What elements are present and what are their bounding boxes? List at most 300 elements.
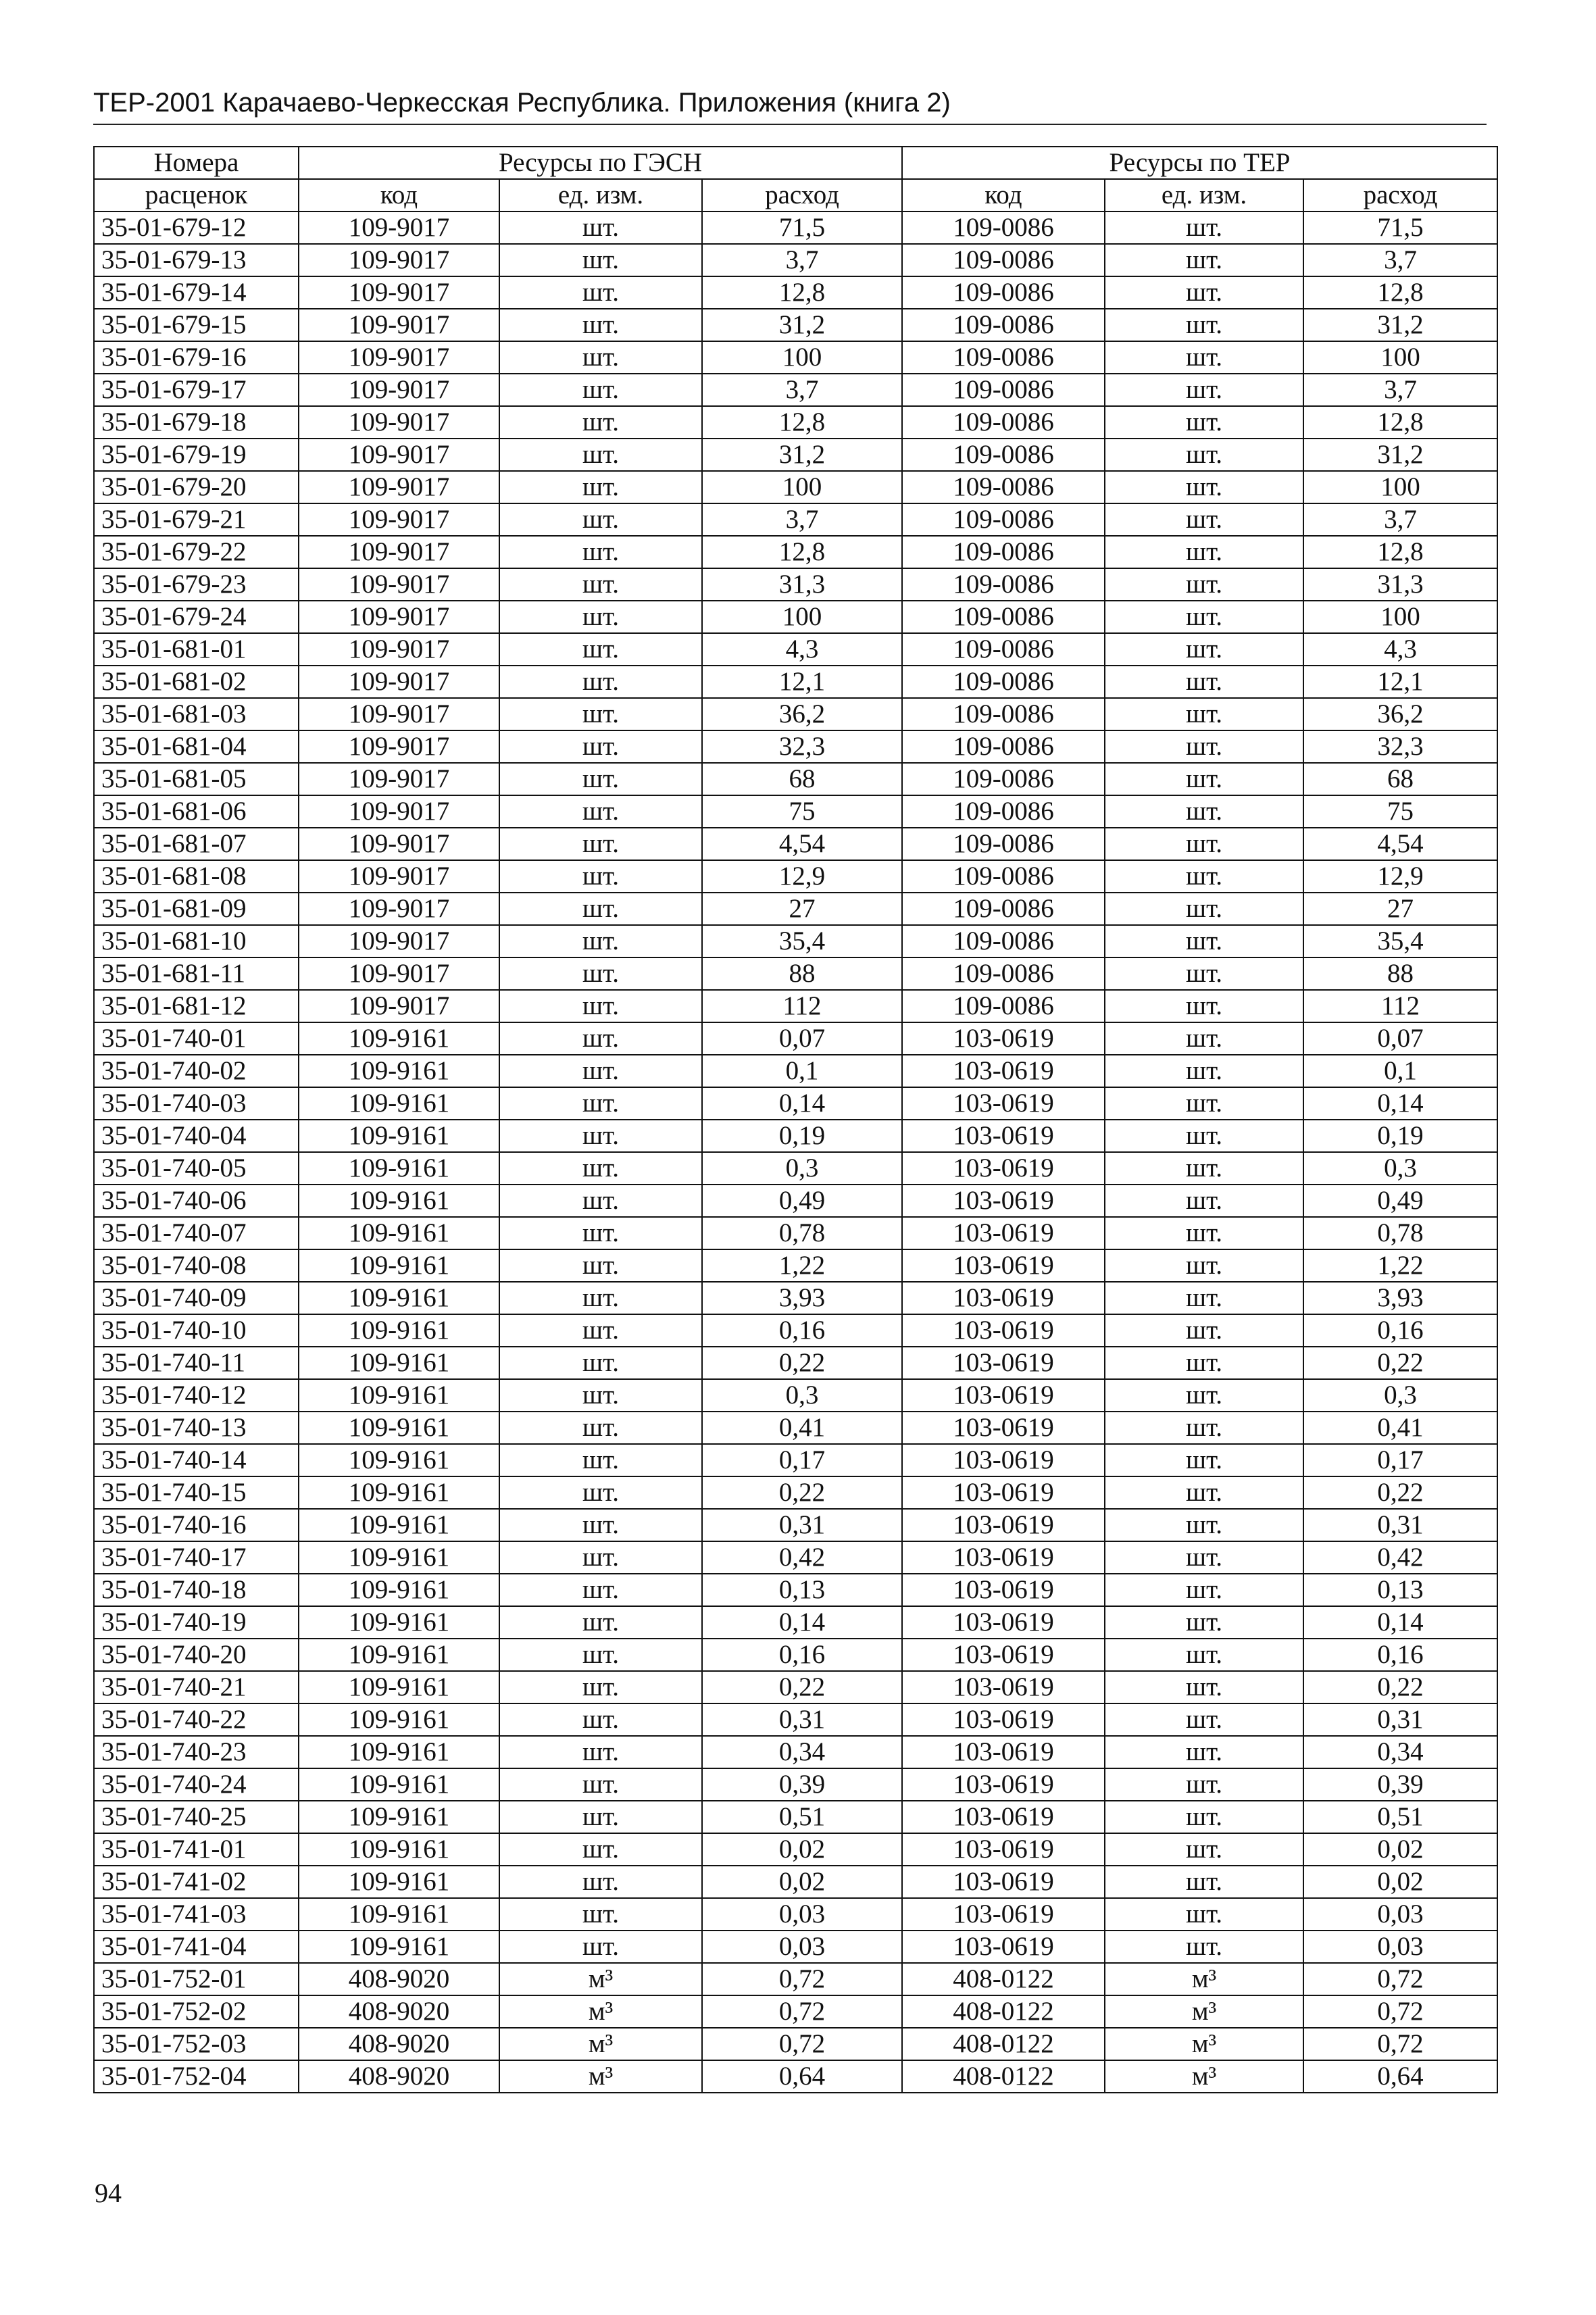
table-row (94, 1249, 1497, 1282)
ter-unit-cell: шт. (1105, 244, 1303, 276)
gesn-unit-cell: шт. (499, 1898, 702, 1931)
table-row (94, 1606, 1497, 1639)
table-row (94, 1963, 1497, 1995)
gesn-qty-cell: 35,4 (702, 925, 902, 957)
gesn-code-cell: 109-9017 (299, 957, 499, 990)
ter-code-cell: 109-0086 (902, 406, 1105, 439)
ter-code-cell: 109-0086 (902, 439, 1105, 471)
ter-unit-cell: шт. (1105, 1801, 1303, 1833)
gesn-unit-cell: шт. (499, 406, 702, 439)
rate-number-cell: 35-01-740-21 (94, 1671, 299, 1703)
ter-code-cell: 103-0619 (902, 1412, 1105, 1444)
gesn-unit-cell: шт. (499, 341, 702, 374)
ter-qty-cell: 100 (1303, 601, 1497, 633)
gesn-unit-cell: шт. (499, 633, 702, 666)
ter-unit-cell: м³ (1105, 1995, 1303, 2028)
ter-unit-cell: м³ (1105, 2060, 1303, 2093)
gesn-code-cell: 109-9161 (299, 1249, 499, 1282)
rate-number-cell: 35-01-679-12 (94, 211, 299, 244)
ter-code-cell: 103-0619 (902, 1217, 1105, 1249)
table-row (94, 1639, 1497, 1671)
gesn-qty-cell: 75 (702, 795, 902, 828)
gesn-code-cell: 109-9161 (299, 1639, 499, 1671)
ter-code-cell: 408-0122 (902, 1995, 1105, 2028)
gesn-code-cell: 109-9017 (299, 439, 499, 471)
rate-number-cell: 35-01-740-15 (94, 1476, 299, 1509)
gesn-unit-cell: шт. (499, 568, 702, 601)
ter-unit-cell: шт. (1105, 860, 1303, 893)
gesn-qty-cell: 36,2 (702, 698, 902, 730)
table-row (94, 1152, 1497, 1185)
ter-code-cell: 103-0619 (902, 1768, 1105, 1801)
gesn-qty-cell: 0,3 (702, 1379, 902, 1412)
gesn-qty-cell: 12,1 (702, 666, 902, 698)
rate-number-cell: 35-01-679-21 (94, 503, 299, 536)
gesn-code-cell: 109-9161 (299, 1801, 499, 1833)
ter-code-cell: 109-0086 (902, 503, 1105, 536)
gesn-unit-cell: шт. (499, 1671, 702, 1703)
table-row (94, 828, 1497, 860)
ter-code-cell: 109-0086 (902, 244, 1105, 276)
ter-qty-cell: 0,72 (1303, 2028, 1497, 2060)
ter-code-cell: 103-0619 (902, 1379, 1105, 1412)
ter-unit-cell: шт. (1105, 276, 1303, 309)
gesn-code-cell: 109-9161 (299, 1379, 499, 1412)
gesn-unit-cell: м³ (499, 2060, 702, 2093)
gesn-unit-cell: шт. (499, 471, 702, 503)
rate-number-cell: 35-01-740-19 (94, 1606, 299, 1639)
ter-code-cell: 109-0086 (902, 471, 1105, 503)
ter-code-cell: 103-0619 (902, 1476, 1105, 1509)
ter-code-cell: 109-0086 (902, 828, 1105, 860)
ter-qty-cell: 3,93 (1303, 1282, 1497, 1314)
ter-qty-cell: 0,34 (1303, 1736, 1497, 1768)
rate-number-cell: 35-01-679-18 (94, 406, 299, 439)
rate-number-cell: 35-01-740-03 (94, 1087, 299, 1120)
ter-unit-cell: шт. (1105, 763, 1303, 795)
table-row (94, 795, 1497, 828)
rate-number-cell: 35-01-740-23 (94, 1736, 299, 1768)
table-row (94, 1866, 1497, 1898)
gesn-unit-cell: шт. (499, 860, 702, 893)
rate-number-cell: 35-01-740-17 (94, 1541, 299, 1574)
col-header-ter-code: код (902, 179, 1105, 211)
table-row (94, 503, 1497, 536)
ter-code-cell: 103-0619 (902, 1541, 1105, 1574)
gesn-code-cell: 109-9161 (299, 1833, 499, 1866)
rate-number-cell: 35-01-752-03 (94, 2028, 299, 2060)
gesn-qty-cell: 112 (702, 990, 902, 1022)
table-row (94, 1801, 1497, 1833)
table-row (94, 1217, 1497, 1249)
ter-unit-cell: шт. (1105, 1671, 1303, 1703)
gesn-unit-cell: шт. (499, 503, 702, 536)
gesn-unit-cell: шт. (499, 601, 702, 633)
ter-qty-cell: 0,22 (1303, 1671, 1497, 1703)
ter-qty-cell: 4,54 (1303, 828, 1497, 860)
ter-unit-cell: шт. (1105, 1574, 1303, 1606)
ter-qty-cell: 3,7 (1303, 374, 1497, 406)
gesn-code-cell: 109-9017 (299, 828, 499, 860)
gesn-code-cell: 109-9017 (299, 471, 499, 503)
ter-code-cell: 103-0619 (902, 1606, 1105, 1639)
ter-qty-cell: 0,78 (1303, 1217, 1497, 1249)
gesn-qty-cell: 0,22 (702, 1476, 902, 1509)
ter-qty-cell: 12,8 (1303, 276, 1497, 309)
table-row (94, 309, 1497, 341)
rate-number-cell: 35-01-679-24 (94, 601, 299, 633)
gesn-qty-cell: 100 (702, 471, 902, 503)
gesn-qty-cell: 0,39 (702, 1768, 902, 1801)
gesn-qty-cell: 3,7 (702, 503, 902, 536)
gesn-qty-cell: 0,49 (702, 1185, 902, 1217)
table-row (94, 1087, 1497, 1120)
rate-number-cell: 35-01-741-04 (94, 1931, 299, 1963)
ter-qty-cell: 31,3 (1303, 568, 1497, 601)
gesn-code-cell: 109-9161 (299, 1444, 499, 1476)
header-rule (93, 124, 1487, 125)
ter-qty-cell: 36,2 (1303, 698, 1497, 730)
table-row (94, 860, 1497, 893)
gesn-qty-cell: 0,64 (702, 2060, 902, 2093)
ter-qty-cell: 100 (1303, 341, 1497, 374)
ter-code-cell: 103-0619 (902, 1152, 1105, 1185)
table-row (94, 439, 1497, 471)
gesn-code-cell: 109-9017 (299, 374, 499, 406)
ter-unit-cell: шт. (1105, 406, 1303, 439)
table-row (94, 1703, 1497, 1736)
rate-number-cell: 35-01-681-01 (94, 633, 299, 666)
rate-number-cell: 35-01-740-16 (94, 1509, 299, 1541)
gesn-qty-cell: 68 (702, 763, 902, 795)
rate-number-cell: 35-01-740-04 (94, 1120, 299, 1152)
col-header-gesn-unit: ед. изм. (499, 179, 702, 211)
ter-code-cell: 109-0086 (902, 990, 1105, 1022)
gesn-unit-cell: шт. (499, 1444, 702, 1476)
gesn-qty-cell: 0,1 (702, 1055, 902, 1087)
gesn-unit-cell: шт. (499, 1185, 702, 1217)
gesn-unit-cell: шт. (499, 893, 702, 925)
running-header: ТЕР-2001 Карачаево-Черкесская Республика. Приложения (книга 2) (93, 88, 951, 118)
table-row (94, 1574, 1497, 1606)
table-row (94, 893, 1497, 925)
table-row (94, 990, 1497, 1022)
ter-code-cell: 103-0619 (902, 1249, 1105, 1282)
gesn-code-cell: 109-9161 (299, 1931, 499, 1963)
table-row (94, 698, 1497, 730)
table-row (94, 633, 1497, 666)
gesn-code-cell: 109-9161 (299, 1898, 499, 1931)
gesn-qty-cell: 0,17 (702, 1444, 902, 1476)
gesn-qty-cell: 0,03 (702, 1898, 902, 1931)
gesn-qty-cell: 0,31 (702, 1509, 902, 1541)
ter-qty-cell: 0,3 (1303, 1152, 1497, 1185)
gesn-qty-cell: 0,51 (702, 1801, 902, 1833)
ter-qty-cell: 0,42 (1303, 1541, 1497, 1574)
ter-qty-cell: 0,03 (1303, 1898, 1497, 1931)
ter-qty-cell: 0,31 (1303, 1703, 1497, 1736)
ter-unit-cell: шт. (1105, 666, 1303, 698)
ter-qty-cell: 0,16 (1303, 1639, 1497, 1671)
ter-unit-cell: шт. (1105, 1898, 1303, 1931)
gesn-code-cell: 109-9161 (299, 1022, 499, 1055)
gesn-code-cell: 109-9161 (299, 1606, 499, 1639)
ter-unit-cell: шт. (1105, 211, 1303, 244)
table-row (94, 1768, 1497, 1801)
table-row (94, 666, 1497, 698)
rate-number-cell: 35-01-679-22 (94, 536, 299, 568)
rate-number-cell: 35-01-681-02 (94, 666, 299, 698)
table-row (94, 1931, 1497, 1963)
ter-code-cell: 103-0619 (902, 1282, 1105, 1314)
table-row (94, 276, 1497, 309)
gesn-unit-cell: шт. (499, 1022, 702, 1055)
gesn-code-cell: 109-9017 (299, 666, 499, 698)
ter-code-cell: 109-0086 (902, 309, 1105, 341)
ter-qty-cell: 0,03 (1303, 1931, 1497, 1963)
ter-code-cell: 109-0086 (902, 666, 1105, 698)
ter-unit-cell: шт. (1105, 633, 1303, 666)
rate-number-cell: 35-01-752-04 (94, 2060, 299, 2093)
rate-number-cell: 35-01-740-22 (94, 1703, 299, 1736)
gesn-qty-cell: 0,07 (702, 1022, 902, 1055)
ter-qty-cell: 3,7 (1303, 503, 1497, 536)
gesn-qty-cell: 4,54 (702, 828, 902, 860)
gesn-code-cell: 109-9161 (299, 1703, 499, 1736)
ter-qty-cell: 0,02 (1303, 1833, 1497, 1866)
ter-qty-cell: 1,22 (1303, 1249, 1497, 1282)
gesn-code-cell: 109-9017 (299, 990, 499, 1022)
ter-unit-cell: шт. (1105, 1249, 1303, 1282)
ter-qty-cell: 35,4 (1303, 925, 1497, 957)
gesn-qty-cell: 0,78 (702, 1217, 902, 1249)
col-header-gesn-qty: расход (702, 179, 902, 211)
rate-number-cell: 35-01-740-06 (94, 1185, 299, 1217)
ter-code-cell: 103-0619 (902, 1574, 1105, 1606)
rate-number-cell: 35-01-741-02 (94, 1866, 299, 1898)
gesn-unit-cell: шт. (499, 1249, 702, 1282)
gesn-code-cell: 109-9017 (299, 893, 499, 925)
ter-unit-cell: шт. (1105, 309, 1303, 341)
ter-code-cell: 109-0086 (902, 860, 1105, 893)
rate-number-cell: 35-01-681-03 (94, 698, 299, 730)
gesn-code-cell: 109-9161 (299, 1347, 499, 1379)
gesn-code-cell: 109-9161 (299, 1768, 499, 1801)
gesn-unit-cell: шт. (499, 1606, 702, 1639)
rate-number-cell: 35-01-740-02 (94, 1055, 299, 1087)
gesn-code-cell: 109-9017 (299, 503, 499, 536)
ter-qty-cell: 0,13 (1303, 1574, 1497, 1606)
rate-number-cell: 35-01-740-10 (94, 1314, 299, 1347)
gesn-unit-cell: шт. (499, 925, 702, 957)
ter-qty-cell: 75 (1303, 795, 1497, 828)
rate-number-cell: 35-01-679-13 (94, 244, 299, 276)
table-row (94, 1736, 1497, 1768)
table-row (94, 1022, 1497, 1055)
ter-unit-cell: м³ (1105, 1963, 1303, 1995)
ter-unit-cell: шт. (1105, 1379, 1303, 1412)
ter-code-cell: 109-0086 (902, 341, 1105, 374)
gesn-unit-cell: шт. (499, 1736, 702, 1768)
gesn-qty-cell: 0,14 (702, 1606, 902, 1639)
rate-number-cell: 35-01-679-17 (94, 374, 299, 406)
ter-code-cell: 103-0619 (902, 1931, 1105, 1963)
gesn-code-cell: 109-9017 (299, 244, 499, 276)
header-row-groups (94, 147, 1497, 179)
ter-code-cell: 103-0619 (902, 1022, 1105, 1055)
table-row (94, 1995, 1497, 2028)
rate-number-cell: 35-01-740-24 (94, 1768, 299, 1801)
table-row (94, 1120, 1497, 1152)
ter-qty-cell: 0,02 (1303, 1866, 1497, 1898)
ter-code-cell: 103-0619 (902, 1736, 1105, 1768)
ter-qty-cell: 0,51 (1303, 1801, 1497, 1833)
gesn-code-cell: 109-9161 (299, 1476, 499, 1509)
ter-unit-cell: шт. (1105, 1833, 1303, 1866)
rate-number-cell: 35-01-681-08 (94, 860, 299, 893)
table-row (94, 2060, 1497, 2093)
ter-unit-cell: шт. (1105, 536, 1303, 568)
ter-qty-cell: 0,39 (1303, 1768, 1497, 1801)
rate-number-cell: 35-01-681-09 (94, 893, 299, 925)
rate-number-cell: 35-01-681-10 (94, 925, 299, 957)
ter-code-cell: 109-0086 (902, 633, 1105, 666)
table-row (94, 1509, 1497, 1541)
ter-code-cell: 109-0086 (902, 893, 1105, 925)
gesn-qty-cell: 0,22 (702, 1671, 902, 1703)
gesn-qty-cell: 0,72 (702, 2028, 902, 2060)
ter-unit-cell: шт. (1105, 1476, 1303, 1509)
col-header-ter-qty: расход (1303, 179, 1497, 211)
gesn-qty-cell: 31,3 (702, 568, 902, 601)
gesn-code-cell: 109-9017 (299, 730, 499, 763)
ter-code-cell: 103-0619 (902, 1703, 1105, 1736)
gesn-qty-cell: 100 (702, 341, 902, 374)
table-row (94, 406, 1497, 439)
col-group-gesn: Ресурсы по ГЭСН (299, 147, 902, 179)
gesn-qty-cell: 12,9 (702, 860, 902, 893)
gesn-unit-cell: шт. (499, 1152, 702, 1185)
gesn-unit-cell: шт. (499, 1509, 702, 1541)
gesn-code-cell: 408-9020 (299, 2060, 499, 2093)
rate-number-cell: 35-01-679-23 (94, 568, 299, 601)
gesn-unit-cell: шт. (499, 1217, 702, 1249)
gesn-unit-cell: шт. (499, 276, 702, 309)
ter-code-cell: 103-0619 (902, 1898, 1105, 1931)
gesn-code-cell: 109-9017 (299, 309, 499, 341)
gesn-unit-cell: шт. (499, 309, 702, 341)
gesn-code-cell: 109-9017 (299, 698, 499, 730)
gesn-unit-cell: шт. (499, 1087, 702, 1120)
ter-unit-cell: шт. (1105, 1768, 1303, 1801)
ter-unit-cell: шт. (1105, 439, 1303, 471)
gesn-unit-cell: шт. (499, 1639, 702, 1671)
gesn-code-cell: 109-9161 (299, 1412, 499, 1444)
gesn-code-cell: 408-9020 (299, 1963, 499, 1995)
gesn-qty-cell: 0,42 (702, 1541, 902, 1574)
gesn-code-cell: 408-9020 (299, 1995, 499, 2028)
gesn-unit-cell: шт. (499, 1703, 702, 1736)
ter-unit-cell: шт. (1105, 1022, 1303, 1055)
gesn-qty-cell: 88 (702, 957, 902, 990)
gesn-code-cell: 109-9161 (299, 1866, 499, 1898)
ter-qty-cell: 0,1 (1303, 1055, 1497, 1087)
gesn-code-cell: 109-9161 (299, 1217, 499, 1249)
col-header-gesn-code: код (299, 179, 499, 211)
gesn-unit-cell: м³ (499, 1995, 702, 2028)
table-row (94, 925, 1497, 957)
gesn-code-cell: 109-9017 (299, 568, 499, 601)
table-row (94, 1444, 1497, 1476)
table-row (94, 374, 1497, 406)
table-row (94, 957, 1497, 990)
gesn-qty-cell: 0,72 (702, 1963, 902, 1995)
gesn-qty-cell: 4,3 (702, 633, 902, 666)
rate-number-cell: 35-01-681-06 (94, 795, 299, 828)
gesn-unit-cell: шт. (499, 1120, 702, 1152)
ter-qty-cell: 12,1 (1303, 666, 1497, 698)
ter-code-cell: 103-0619 (902, 1801, 1105, 1833)
gesn-qty-cell: 100 (702, 601, 902, 633)
ter-unit-cell: шт. (1105, 1866, 1303, 1898)
gesn-unit-cell: шт. (499, 957, 702, 990)
gesn-unit-cell: шт. (499, 1931, 702, 1963)
ter-qty-cell: 4,3 (1303, 633, 1497, 666)
gesn-qty-cell: 0,16 (702, 1314, 902, 1347)
gesn-code-cell: 109-9017 (299, 925, 499, 957)
ter-qty-cell: 27 (1303, 893, 1497, 925)
ter-qty-cell: 12,8 (1303, 406, 1497, 439)
ter-qty-cell: 0,72 (1303, 1995, 1497, 2028)
gesn-code-cell: 109-9017 (299, 763, 499, 795)
table-row (94, 1185, 1497, 1217)
col-header-ter-unit: ед. изм. (1105, 179, 1303, 211)
ter-code-cell: 103-0619 (902, 1833, 1105, 1866)
ter-unit-cell: м³ (1105, 2028, 1303, 2060)
gesn-code-cell: 109-9017 (299, 601, 499, 633)
gesn-code-cell: 109-9161 (299, 1509, 499, 1541)
rate-number-cell: 35-01-740-13 (94, 1412, 299, 1444)
gesn-qty-cell: 0,31 (702, 1703, 902, 1736)
gesn-qty-cell: 0,14 (702, 1087, 902, 1120)
table-row (94, 1898, 1497, 1931)
gesn-qty-cell: 3,93 (702, 1282, 902, 1314)
gesn-qty-cell: 0,16 (702, 1639, 902, 1671)
gesn-qty-cell: 3,7 (702, 244, 902, 276)
gesn-qty-cell: 0,02 (702, 1833, 902, 1866)
rate-number-cell: 35-01-681-04 (94, 730, 299, 763)
ter-code-cell: 408-0122 (902, 1963, 1105, 1995)
gesn-unit-cell: шт. (499, 439, 702, 471)
gesn-unit-cell: шт. (499, 1541, 702, 1574)
rate-number-cell: 35-01-679-19 (94, 439, 299, 471)
ter-qty-cell: 0,41 (1303, 1412, 1497, 1444)
ter-code-cell: 103-0619 (902, 1120, 1105, 1152)
gesn-qty-cell: 0,3 (702, 1152, 902, 1185)
ter-unit-cell: шт. (1105, 1541, 1303, 1574)
gesn-code-cell: 109-9017 (299, 341, 499, 374)
ter-code-cell: 103-0619 (902, 1185, 1105, 1217)
gesn-qty-cell: 1,22 (702, 1249, 902, 1282)
gesn-qty-cell: 3,7 (702, 374, 902, 406)
ter-unit-cell: шт. (1105, 1347, 1303, 1379)
gesn-unit-cell: шт. (499, 1866, 702, 1898)
ter-unit-cell: шт. (1105, 1282, 1303, 1314)
ter-unit-cell: шт. (1105, 1736, 1303, 1768)
ter-qty-cell: 100 (1303, 471, 1497, 503)
ter-unit-cell: шт. (1105, 957, 1303, 990)
gesn-unit-cell: шт. (499, 1055, 702, 1087)
